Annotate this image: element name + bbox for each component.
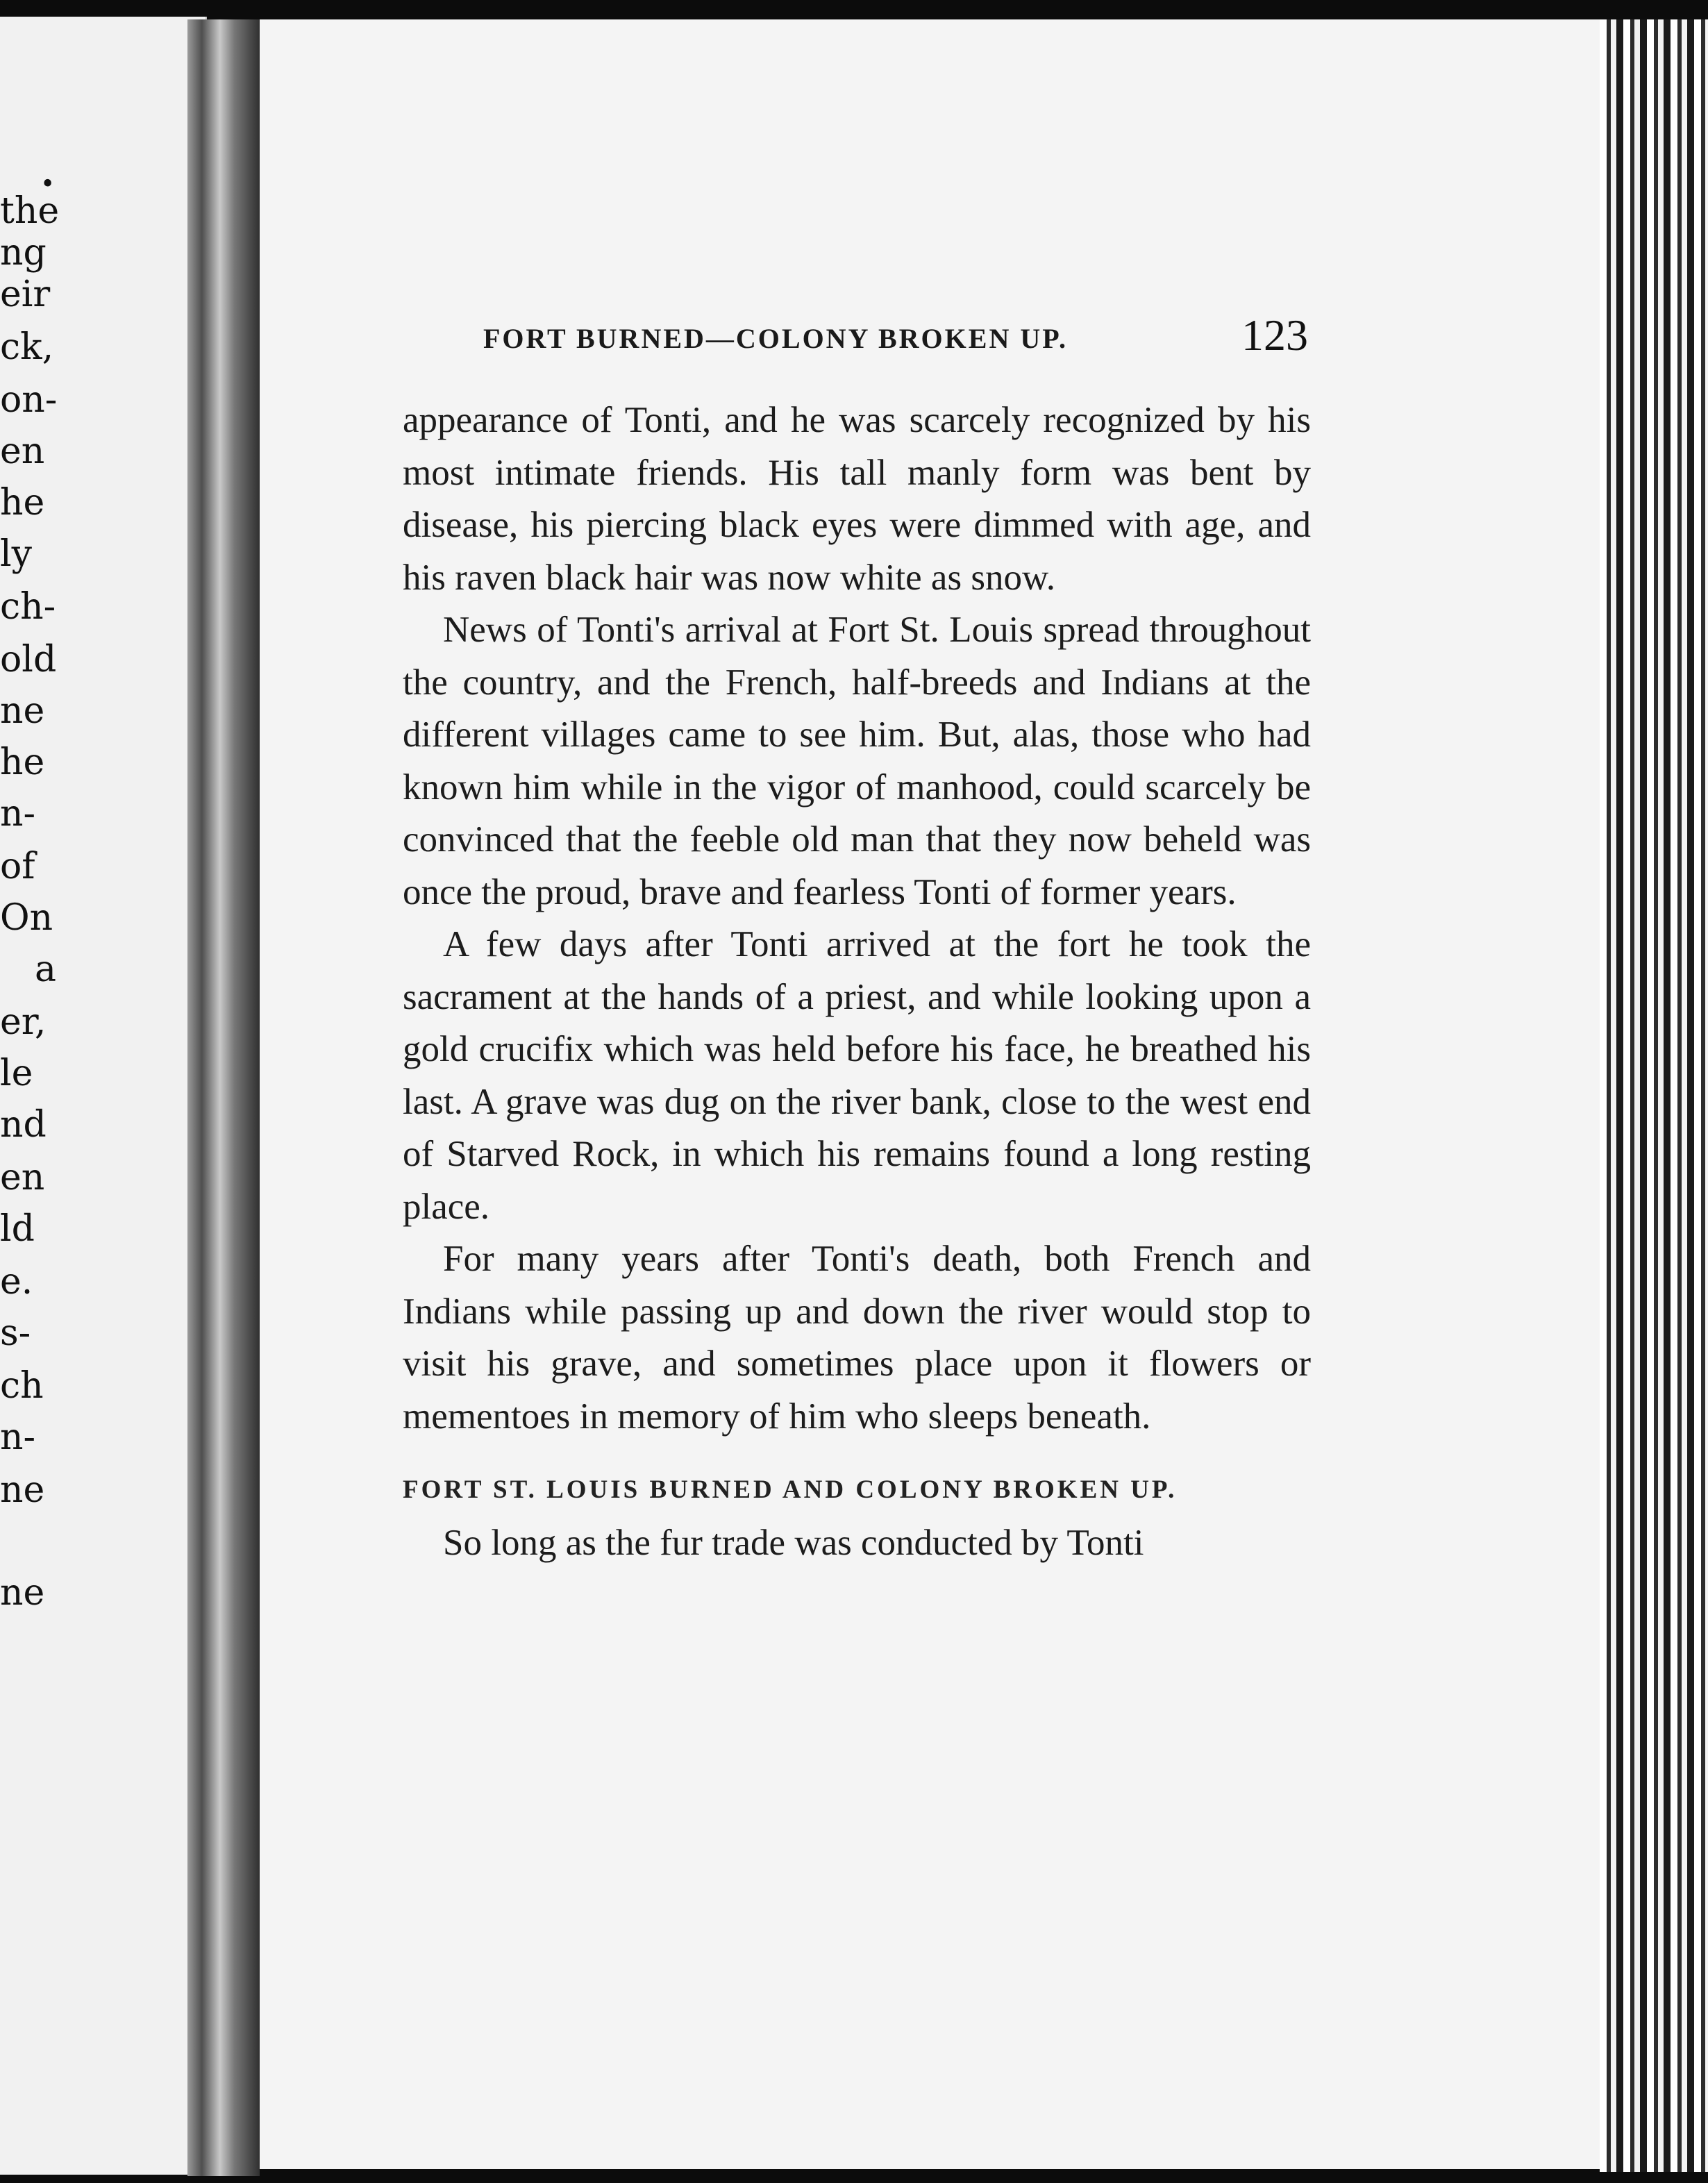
book-gutter xyxy=(187,19,260,2176)
paragraph: News of Tonti's arrival at Fort St. Louis spread throughout the country, and the French, half-breeds and Indians at the different villages came to see him. But, alas, those who had known him while in the vigor of manhood, could scarcely be convinced that the feeble old man that they now beheld was once the proud, brave and fearless Tonti of former years. xyxy=(403,610,1311,912)
facing-page-text: ck, xyxy=(0,326,54,368)
facing-page-text: le xyxy=(0,1053,33,1094)
facing-page-text: a xyxy=(35,948,57,990)
facing-page-text: ne xyxy=(0,1469,45,1511)
facing-page-text: eir xyxy=(0,274,51,315)
facing-page-text: en xyxy=(0,430,45,472)
facing-page-text: of xyxy=(0,846,35,887)
paragraph: So long as the fur trade was conducted by Tonti xyxy=(443,1523,1144,1563)
running-header xyxy=(483,310,1316,365)
page-edges xyxy=(1600,19,1708,2172)
facing-page-text: n- xyxy=(0,1416,36,1458)
facing-page-text: ly xyxy=(0,533,33,575)
section-heading: FORT ST. LOUIS BURNED AND COLONY BROKEN UP. xyxy=(403,1475,1178,1504)
facing-page-mark: • xyxy=(40,170,56,199)
facing-page-text: n- xyxy=(0,793,36,835)
facing-page-text: old xyxy=(0,639,57,680)
facing-page-text: s- xyxy=(0,1312,31,1354)
facing-page-text: ne xyxy=(0,1572,45,1614)
page-number: 123 xyxy=(1241,310,1308,360)
facing-page-text: ld xyxy=(0,1208,35,1250)
body-text xyxy=(403,394,1311,1570)
paragraph: appearance of Tonti, and he was scarcely recognized by his most intimate friends. His tall manly form was bent by disease, his piercing black eyes were dimmed with age, and his raven black hair was now white as snow. xyxy=(403,400,1311,598)
paragraph: For many years after Tonti's death, both French and Indians while passing up and down the river would stop to visit his grave, and sometimes place upon it flowers or mementoes in memory of him who sleeps beneath. xyxy=(403,1239,1311,1437)
facing-page-text: he xyxy=(0,742,45,783)
facing-page-text: ch xyxy=(0,1365,44,1407)
facing-page-text: the xyxy=(0,190,60,232)
facing-page-text: e. xyxy=(0,1261,33,1303)
running-title: FORT BURNED—COLONY BROKEN UP. xyxy=(483,323,1068,354)
facing-page-fragment xyxy=(0,17,207,2175)
facing-page-text: on- xyxy=(0,379,58,421)
facing-page-text: en xyxy=(0,1157,45,1198)
facing-page-text: ne xyxy=(0,690,45,732)
facing-page-text: ch- xyxy=(0,586,56,628)
facing-page-text: nd xyxy=(0,1104,47,1146)
facing-page-text: ng xyxy=(0,232,47,274)
facing-page-text: On xyxy=(0,897,53,939)
paragraph: A few days after Tonti arrived at the fort he took the sacrament at the hands of a priest, and while looking upon a gold crucifix which was held before his face, he breathed his last. A grave was dug on the river bank, close to the west end of Starved Rock, in which his remains found a long resting place. xyxy=(403,924,1311,1227)
facing-page-text: he xyxy=(0,482,45,524)
facing-page-text: er, xyxy=(0,1001,47,1043)
